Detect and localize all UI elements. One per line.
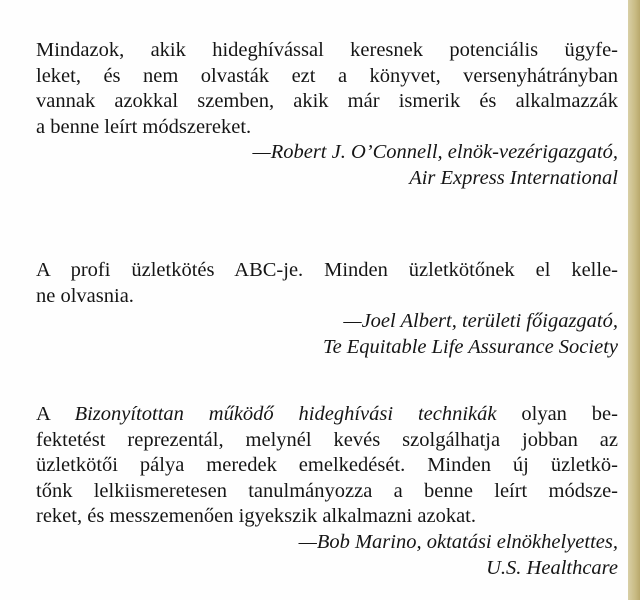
endorsement-quote-2: [36, 258, 618, 360]
quote-attribution-name: —Bob Marino, oktatási elnökhelyettes,: [298, 530, 618, 553]
quote-text-line: ne olvasnia.: [36, 284, 134, 307]
quote-text-line: tőnk lelkiismeretesen tanulmányozza a benne leírt módsze-: [36, 479, 618, 502]
quote-attribution-company: Air Express International: [409, 166, 618, 189]
quote-line-suffix: olyan be-: [496, 403, 618, 425]
quote-attribution-name: —Robert J. O’Connell, elnök-vezérigazgató,: [252, 141, 618, 164]
quote-text-line: reket, és messzemenően igyekszik alkalmazni azokat.: [36, 505, 476, 528]
quote-attribution-name: —Joel Albert, területi főigazgató,: [343, 310, 618, 333]
endorsement-quote-1: [36, 38, 618, 192]
quote-text-line: üzletkötői pálya meredek emelkedését. Minden új üzletkö-: [36, 454, 618, 477]
quote-attribution-company: U.S. Healthcare: [486, 556, 618, 579]
quote-text-line: vannak azokkal szemben, akik már ismerik és alkalmazzák: [36, 90, 618, 113]
quote-text-line: A profi üzletkötés ABC-je. Minden üzletkötőnek el kelle-: [36, 259, 618, 281]
quote-text-line: Mindazok, akik hideghívással keresnek potenciális ügyfe-: [36, 39, 618, 61]
quote-text-line: leket, és nem olvasták ezt a könyvet, versenyhátrányban: [36, 64, 618, 87]
quote-line-prefix: A: [36, 403, 75, 425]
quote-text-line: a benne leírt módszereket.: [36, 115, 252, 138]
endorsement-quote-3: [36, 402, 618, 581]
quote-text-line-with-title: [36, 402, 618, 428]
page-edge-strip: [628, 0, 640, 600]
quote-attribution-company: Te Equitable Life Assurance Society: [323, 335, 618, 358]
book-title: Bizonyítottan működő hideghívási technikák: [74, 403, 497, 425]
quote-text-line: fektetést reprezentál, melynél kevés szolgálhatja jobban az: [36, 428, 618, 451]
